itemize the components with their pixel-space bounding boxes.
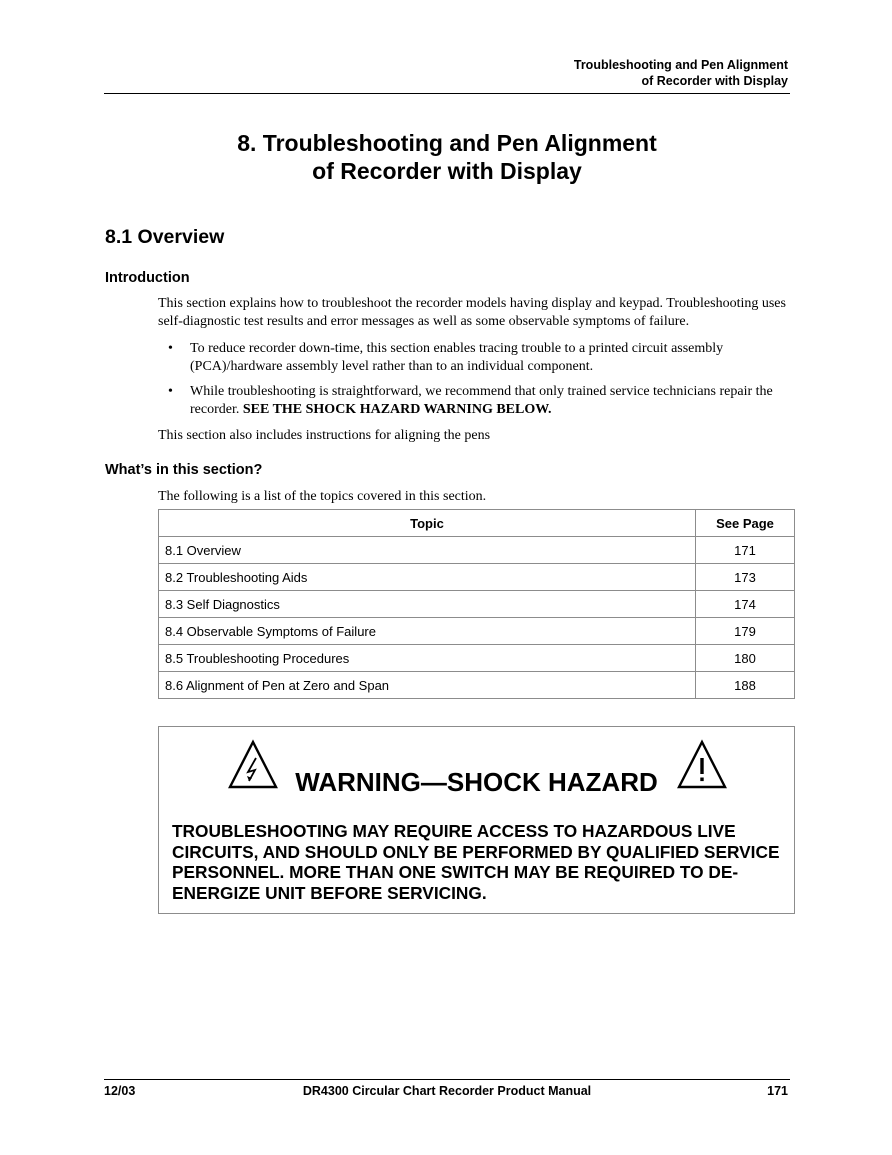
introduction-closing: This section also includes instructions for aligning the pens bbox=[158, 428, 491, 443]
running-header bbox=[574, 57, 788, 89]
table-header-row bbox=[159, 510, 795, 537]
bullet-dot: • bbox=[168, 384, 173, 399]
bullet-item bbox=[158, 383, 790, 419]
table-row bbox=[159, 591, 795, 618]
topic-cell: 8.5 Troubleshooting Procedures bbox=[159, 645, 696, 672]
topic-cell: 8.4 Observable Symptoms of Failure bbox=[159, 618, 696, 645]
bullet-dot: • bbox=[168, 341, 173, 356]
table-row bbox=[159, 618, 795, 645]
table-row bbox=[159, 537, 795, 564]
running-header-line1: Troubleshooting and Pen Alignment bbox=[573, 58, 788, 72]
contents-heading: What’s in this section? bbox=[105, 462, 263, 478]
caution-exclamation-icon bbox=[676, 739, 728, 791]
bullet-text: While troubleshooting is straightforward, we recommend that only trained service technicians repair the recorder. SEE THE SHOCK HAZARD WARNING BELOW. bbox=[190, 384, 773, 417]
table-row bbox=[159, 564, 795, 591]
warning-title: WARNING—SHOCK HAZARD bbox=[295, 767, 658, 797]
shock-hazard-reference: SEE THE SHOCK HAZARD WARNING BELOW. bbox=[242, 402, 552, 417]
warning-box bbox=[158, 726, 795, 914]
introduction-paragraph: This section explains how to troubleshoot the recorder models having display and keypad. Troubleshooting uses self-diagnostic test results and error messages as well as some observable symptoms of failure. bbox=[158, 296, 786, 329]
topic-cell: 8.1 Overview bbox=[159, 537, 696, 564]
footer-manual-title: DR4300 Circular Chart Recorder Product Manual bbox=[302, 1084, 592, 1098]
footer-page-number: 171 bbox=[767, 1084, 788, 1098]
topic-cell: 8.3 Self Diagnostics bbox=[159, 591, 696, 618]
topic-cell: 8.2 Troubleshooting Aids bbox=[159, 564, 696, 591]
header-rule bbox=[104, 93, 790, 94]
page-cell: 188 bbox=[696, 672, 795, 699]
page-cell: 179 bbox=[696, 618, 795, 645]
warning-body: TROUBLESHOOTING MAY REQUIRE ACCESS TO HAZARDOUS LIVE CIRCUITS, AND SHOULD ONLY BE PERFORMED BY QUALIFIED SERVICE PERSONNEL. MORE THAN ONE SWITCH MAY BE REQUIRED TO DE-ENERGIZE UNIT BEFORE SERVICING. bbox=[172, 821, 780, 903]
section-heading: 8.1 Overview bbox=[105, 226, 225, 248]
page-cell: 174 bbox=[696, 591, 795, 618]
page-cell: 180 bbox=[696, 645, 795, 672]
footer-date: 12/03 bbox=[104, 1084, 136, 1098]
introduction-heading: Introduction bbox=[105, 270, 190, 286]
topics-table bbox=[158, 509, 795, 699]
chapter-title-line2: of Recorder with Display bbox=[312, 158, 582, 184]
page-cell: 171 bbox=[696, 537, 795, 564]
topic-cell: 8.6 Alignment of Pen at Zero and Span bbox=[159, 672, 696, 699]
column-header-topic: Topic bbox=[159, 510, 696, 537]
bullet-text: To reduce recorder down-time, this section enables tracing trouble to a printed circuit assembly (PCA)/hardware assembly level rather than to an individual component. bbox=[190, 341, 724, 374]
table-row bbox=[159, 645, 795, 672]
table-row bbox=[159, 672, 795, 699]
column-header-see-page: See Page bbox=[696, 510, 795, 537]
footer-rule bbox=[104, 1079, 790, 1080]
chapter-title-line1: 8. Troubleshooting and Pen Alignment bbox=[237, 130, 657, 156]
bullet-item bbox=[158, 340, 798, 376]
page-cell: 173 bbox=[696, 564, 795, 591]
chapter-title bbox=[104, 129, 790, 185]
running-header-line2: of Recorder with Display bbox=[641, 74, 788, 88]
contents-intro: The following is a list of the topics covered in this section. bbox=[158, 489, 487, 504]
